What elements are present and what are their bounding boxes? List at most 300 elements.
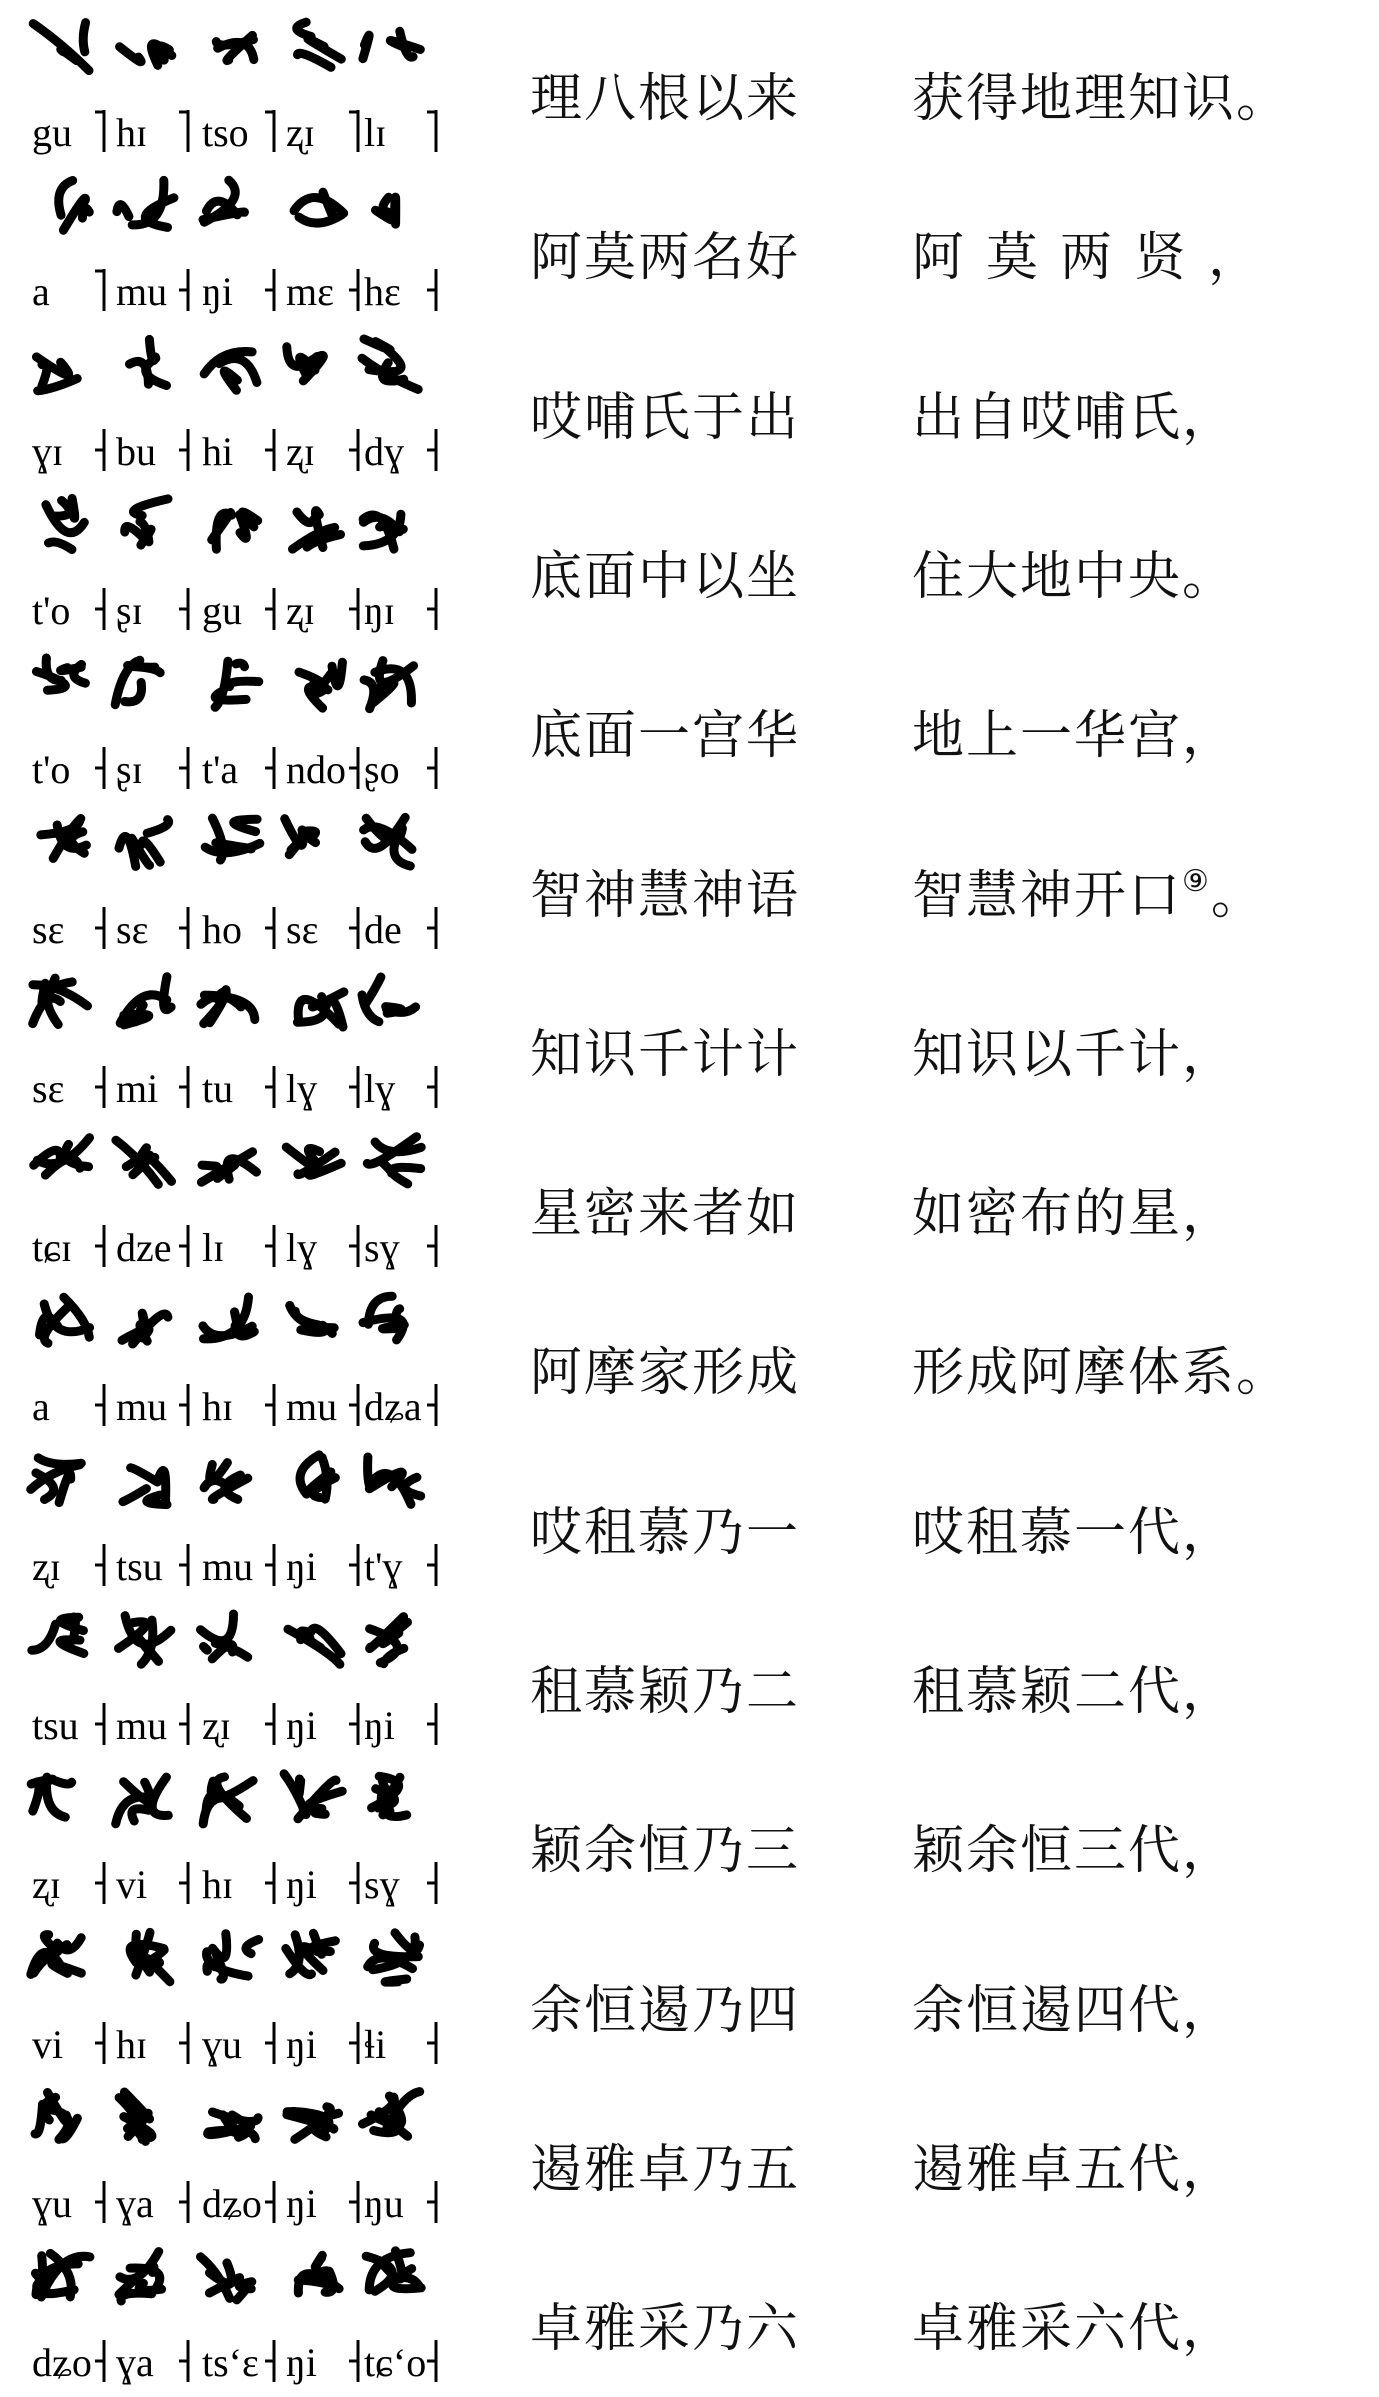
translation-text: 余恒遏四代， [912, 1980, 1237, 2041]
yi-script-line [22, 12, 452, 162]
yi-character-glyph [41, 818, 87, 858]
yi-character-glyph [120, 976, 171, 1024]
tone-mark [427, 588, 436, 630]
yi-script-line [22, 1764, 452, 1914]
verse-row [0, 6, 1379, 165]
romanized-syllable: ɣa [116, 2340, 154, 2386]
yi-glyphs [22, 968, 452, 1118]
verse-row [0, 2077, 1379, 2236]
romanized-syllable: ʐɪ [286, 110, 315, 155]
word-gloss: 租慕颖乃二 [530, 1662, 801, 1722]
tone-mark [265, 1544, 274, 1586]
tone-mark [265, 429, 274, 471]
tone-mark [95, 1225, 104, 1267]
word-gloss: 余恒遏乃四 [530, 1980, 801, 2041]
yi-character-glyph [46, 498, 84, 549]
translation-text: 出自哎哺氏， [912, 387, 1237, 448]
translation-punctuation: 。 [1210, 865, 1265, 926]
tone-mark [265, 907, 274, 949]
tone-mark [349, 269, 358, 311]
romanized-syllable: ŋi [286, 2340, 317, 2386]
romanized-syllable: sɣ [364, 1862, 400, 1908]
yi-character-glyph [204, 1462, 248, 1499]
romanized-syllable: hɪ [202, 1384, 234, 1430]
yi-character-glyph [286, 1933, 336, 1974]
tone-mark [349, 110, 358, 152]
chinese-translation [912, 2286, 1236, 2361]
tone-mark [179, 1384, 188, 1426]
romanized-syllable: hɪ [202, 1862, 234, 1908]
translation-text: 获得地理知识。 [912, 69, 1291, 129]
tone-mark [265, 269, 274, 311]
yi-character-glyph [119, 2092, 152, 2141]
romanized-syllable: a [32, 269, 50, 315]
yi-character-glyph [125, 499, 168, 545]
yi-character-glyph [284, 1774, 342, 1819]
yi-character-glyph [294, 192, 344, 223]
romanized-syllable: ndo [286, 747, 346, 793]
yi-character-glyph [203, 1777, 253, 1824]
chinese-translation [912, 1330, 1290, 1405]
yi-character-glyph [130, 1932, 170, 1981]
yi-glyphs [22, 1764, 452, 1914]
verse-row [0, 1918, 1379, 2077]
yi-glyphs [22, 809, 452, 959]
romanized-syllable: ŋi [286, 1543, 317, 1589]
yi-character-glyph [290, 1306, 335, 1334]
tone-mark [95, 1703, 104, 1745]
yi-character-glyph [201, 1152, 256, 1182]
tone-mark [95, 1544, 104, 1586]
tone-mark [349, 2181, 358, 2223]
translation-text: 哎租慕一代， [912, 1502, 1237, 1563]
yi-character-glyph [31, 1777, 71, 1817]
tone-mark [427, 747, 436, 789]
romanized-syllable: tsu [116, 1543, 163, 1589]
romanized-syllable: ho [202, 906, 242, 952]
word-gloss: 遏雅卓乃五 [530, 2139, 801, 2200]
romanized-syllable: gu [202, 587, 242, 633]
word-gloss: 阿摩家形成 [530, 1343, 801, 1404]
tone-mark [349, 588, 358, 630]
romanized-syllable: dʑa [364, 1384, 422, 1430]
tone-mark [179, 269, 188, 311]
yi-script-line [22, 809, 452, 959]
romanized-syllable: mɛ [286, 269, 334, 315]
romanized-syllable: t'ɣ [364, 1543, 403, 1589]
yi-character-glyph [59, 181, 90, 231]
yi-script-line [22, 171, 452, 321]
yi-character-glyph [372, 1777, 407, 1817]
word-gloss: 底面中以坐 [530, 546, 801, 607]
translation-text: 阿莫两贤， [912, 228, 1283, 289]
verse-row [0, 1280, 1379, 1439]
yi-glyphs [22, 1286, 452, 1436]
tone-mark [349, 907, 358, 949]
yi-character-glyph [362, 339, 418, 389]
tone-mark [427, 2340, 436, 2382]
yi-character-glyph [123, 1467, 167, 1504]
romanized-syllable: ʂɪ [116, 587, 143, 633]
yi-glyphs [22, 1446, 452, 1596]
tone-mark [427, 1225, 436, 1267]
verse-row [0, 1440, 1379, 1599]
tone-mark [179, 429, 188, 471]
tone-mark [349, 1544, 358, 1586]
yi-character-glyph [116, 1777, 169, 1824]
yi-script-line [22, 1924, 452, 2074]
verse-row [0, 325, 1379, 484]
tone-mark [265, 1225, 274, 1267]
tone-mark [179, 110, 188, 152]
yi-glyphs [22, 1605, 452, 1755]
translation-text: 地上一华宫， [912, 706, 1237, 767]
yi-character-glyph [208, 2112, 258, 2139]
tone-mark [349, 747, 358, 789]
romanized-syllable: ŋi [202, 269, 233, 315]
verse-row [0, 1758, 1379, 1917]
yi-character-glyph [33, 978, 88, 1024]
yi-character-glyph [363, 31, 420, 58]
yi-character-glyph [205, 818, 260, 860]
yi-character-glyph [376, 197, 396, 224]
romanized-syllable: mu [286, 1384, 338, 1430]
romanized-syllable: ɣu [32, 2180, 72, 2226]
tone-mark [95, 269, 104, 311]
tone-mark [427, 1544, 436, 1586]
yi-script-line [22, 2242, 452, 2392]
yi-glyphs [22, 2242, 452, 2392]
romanized-syllable: lɪ [364, 110, 387, 155]
romanized-syllable: bu [116, 428, 156, 474]
word-gloss: 智神慧神语 [530, 865, 801, 926]
yi-character-glyph [362, 977, 416, 1022]
tone-mark [95, 588, 104, 630]
yi-character-glyph [203, 1297, 254, 1339]
romanized-syllable: tsu [32, 1703, 79, 1748]
tone-mark [349, 1384, 358, 1426]
tone-mark [349, 1703, 358, 1745]
romanized-syllable: ŋi [364, 1703, 395, 1748]
yi-character-glyph [204, 351, 257, 390]
romanized-syllable: vi [32, 2021, 64, 2067]
yi-glyphs [22, 490, 452, 640]
romanized-syllable: de [364, 906, 402, 952]
tone-mark [265, 2340, 274, 2382]
tone-mark [265, 2181, 274, 2223]
translation-text: 住大地中央。 [912, 546, 1237, 607]
translation-text: 颖余恒三代， [912, 1821, 1237, 1882]
romanized-syllable: t'a [202, 747, 239, 793]
translation-text: 卓雅采六代， [912, 2299, 1237, 2360]
yi-character-glyph [37, 356, 78, 390]
tone-mark [427, 269, 436, 311]
romanized-syllable: ŋu [364, 2180, 404, 2226]
romanized-syllable: tso [202, 110, 249, 155]
tone-mark [349, 429, 358, 471]
tone-mark [95, 1862, 104, 1904]
romanized-syllable: mi [116, 1065, 159, 1111]
tone-mark [427, 1862, 436, 1904]
yi-character-glyph [120, 44, 172, 66]
tone-mark [265, 1384, 274, 1426]
yi-character-glyph [203, 181, 244, 223]
yi-character-glyph [119, 819, 169, 866]
yi-character-glyph [297, 992, 344, 1027]
yi-character-glyph [31, 1458, 82, 1503]
romanized-syllable: vi [116, 1862, 148, 1908]
word-gloss: 哎哺氏于出 [530, 387, 801, 448]
yi-character-glyph [368, 1457, 421, 1504]
tone-mark [265, 110, 274, 152]
romanized-syllable: hɛ [364, 269, 401, 315]
romanized-syllable: dʑo [202, 2180, 262, 2226]
verse-row [0, 962, 1379, 1121]
word-gloss: 底面一宫华 [530, 706, 801, 767]
chinese-translation [912, 1490, 1236, 1565]
tone-mark [179, 1703, 188, 1745]
romanized-syllable: sɛ [286, 906, 319, 952]
romanized-syllable: dɣ [364, 428, 404, 474]
verse-row [0, 803, 1379, 962]
tone-mark [265, 1703, 274, 1745]
tone-mark [179, 1225, 188, 1267]
yi-glyphs [22, 12, 452, 162]
verse-row [0, 165, 1379, 324]
chinese-translation [912, 215, 1282, 290]
tone-mark [179, 907, 188, 949]
tone-mark [95, 907, 104, 949]
word-gloss: 颖余恒乃三 [530, 1821, 801, 1882]
yi-character-glyph [368, 1932, 420, 1981]
romanized-syllable: ʐɪ [286, 428, 315, 474]
yi-character-glyph [115, 660, 160, 704]
romanized-syllable: dze [116, 1225, 172, 1271]
yi-glyphs [22, 331, 452, 481]
yi-character-glyph [216, 35, 254, 60]
word-gloss: 卓雅采乃六 [530, 2299, 801, 2360]
tone-mark [95, 1384, 104, 1426]
romanized-syllable: t'o [32, 587, 71, 633]
verse-row [0, 1599, 1379, 1758]
romanized-syllable: ɣu [202, 2021, 242, 2067]
romanized-syllable: sɣ [364, 1225, 400, 1271]
chinese-translation [912, 1171, 1236, 1246]
romanized-syllable: mu [116, 269, 168, 315]
romanized-syllable: lɣ [364, 1065, 396, 1111]
romanized-syllable: tu [202, 1065, 234, 1111]
tone-mark [427, 429, 436, 471]
tone-mark [427, 1384, 436, 1426]
romanized-syllable: ʐɪ [202, 1703, 231, 1748]
romanized-syllable: tɕʻo [364, 2340, 427, 2386]
yi-script-line [22, 490, 452, 640]
verse-row [0, 484, 1379, 643]
chinese-translation [912, 1808, 1236, 1883]
tone-mark [265, 1862, 274, 1904]
yi-character-glyph [201, 2257, 252, 2300]
yi-character-glyph [364, 817, 412, 866]
romanized-syllable: ŋi [286, 2180, 317, 2226]
yi-character-glyph [215, 661, 259, 707]
yi-script-line [22, 331, 452, 481]
yi-character-glyph [34, 1138, 90, 1175]
tone-mark [95, 429, 104, 471]
romanized-syllable: mu [116, 1703, 168, 1748]
yi-glyphs [22, 2083, 452, 2233]
romanized-syllable: ʂɪ [116, 747, 143, 793]
yi-character-glyph [299, 662, 342, 708]
yi-character-glyph [363, 514, 403, 549]
tone-mark [349, 1862, 358, 1904]
romanized-syllable: ʐɪ [32, 1543, 61, 1589]
tone-mark [179, 1066, 188, 1108]
translation-text: 租慕颖二代， [912, 1662, 1237, 1722]
yi-character-glyph [35, 2254, 90, 2298]
word-gloss: 哎租慕乃一 [530, 1502, 801, 1563]
tone-mark [95, 2181, 104, 2223]
yi-character-glyph [297, 22, 342, 67]
yi-character-glyph [122, 1314, 168, 1345]
tone-mark [95, 1066, 104, 1108]
word-gloss: 知识千计计 [530, 1024, 801, 1085]
yi-glyphs [22, 1127, 452, 1277]
tone-mark [179, 747, 188, 789]
yi-character-glyph [32, 1617, 84, 1654]
yi-character-glyph [201, 989, 255, 1023]
romanized-syllable: lɪ [202, 1225, 225, 1271]
word-gloss: 理八根以来 [530, 69, 801, 129]
translation-text: 遏雅卓五代， [912, 2139, 1237, 2200]
yi-script-line [22, 1127, 452, 1277]
tone-mark [179, 2340, 188, 2382]
tone-mark [427, 2181, 436, 2223]
yi-character-glyph [119, 1616, 171, 1665]
romanized-syllable: ɣa [116, 2180, 154, 2226]
tone-mark [349, 1225, 358, 1267]
yi-character-glyph [363, 1297, 404, 1341]
translation-text: 智慧神开口 [912, 865, 1183, 926]
chinese-translation [912, 1968, 1236, 2043]
romanized-syllable: ŋɪ [364, 587, 395, 633]
tone-mark [179, 1862, 188, 1904]
yi-character-glyph [33, 23, 89, 71]
chinese-translation [912, 1012, 1236, 1087]
romanized-syllable: ʐɪ [32, 1862, 61, 1908]
yi-character-glyph [119, 2252, 162, 2301]
yi-character-glyph [40, 1298, 90, 1344]
tone-mark [265, 588, 274, 630]
yi-character-glyph [287, 2107, 339, 2140]
romanized-syllable: sɛ [32, 906, 65, 952]
yi-character-glyph [286, 1147, 341, 1175]
translation-text: 知识以千计， [912, 1024, 1237, 1085]
yi-script-line [22, 968, 452, 1118]
yi-character-glyph [212, 512, 258, 549]
yi-character-glyph [287, 346, 324, 380]
chinese-translation [912, 853, 1265, 928]
romanized-syllable: mu [116, 1384, 168, 1430]
yi-character-glyph [364, 661, 414, 709]
yi-character-glyph [370, 1617, 408, 1664]
yi-glyphs [22, 649, 452, 799]
chinese-translation [912, 56, 1290, 131]
tone-mark [265, 1066, 274, 1108]
tone-mark [95, 2022, 104, 2064]
footnote-marker: ⑨ [1182, 863, 1211, 899]
romanized-syllable: hi [202, 428, 234, 474]
tone-mark [349, 2022, 358, 2064]
romanized-syllable: ʂo [364, 747, 400, 793]
romanized-syllable: ʐɪ [286, 587, 315, 633]
yi-character-glyph [367, 1137, 421, 1184]
yi-script-line [22, 649, 452, 799]
tone-mark [265, 747, 274, 789]
yi-character-glyph [117, 181, 174, 228]
tone-mark [427, 110, 436, 152]
romanized-syllable: ŋi [286, 1703, 317, 1748]
tone-mark [179, 588, 188, 630]
tone-mark [265, 2022, 274, 2064]
tone-mark [427, 1066, 436, 1108]
romanized-syllable: sɛ [32, 1065, 65, 1111]
yi-character-glyph [285, 818, 316, 854]
yi-character-glyph [36, 658, 85, 690]
yi-glyphs [22, 171, 452, 321]
romanized-syllable: gu [32, 110, 72, 155]
yi-script-line [22, 1605, 452, 1755]
romanized-syllable: hɪ [116, 110, 148, 155]
romanized-syllable: t'o [32, 747, 71, 793]
romanized-syllable: lɣ [286, 1225, 318, 1271]
verse-row [0, 643, 1379, 802]
word-gloss: 阿莫两名好 [530, 228, 801, 289]
tone-mark [179, 2181, 188, 2223]
yi-character-glyph [116, 1140, 172, 1184]
yi-character-glyph [35, 2092, 77, 2139]
verse-row [0, 2236, 1379, 2395]
chinese-translation [912, 693, 1236, 768]
tone-mark [349, 2340, 358, 2382]
romanized-syllable: sɛ [116, 906, 149, 952]
tone-mark [427, 2022, 436, 2064]
romanized-syllable: lɣ [286, 1065, 318, 1111]
romanized-syllable: ɬi [364, 2021, 387, 2067]
chinese-translation [912, 1649, 1236, 1724]
romanized-syllable: ŋi [286, 1862, 317, 1908]
romanized-syllable: ɣɪ [32, 428, 64, 474]
yi-character-glyph [298, 2255, 339, 2293]
yi-character-glyph [366, 2251, 421, 2292]
yi-glyphs [22, 1924, 452, 2074]
chinese-translation [912, 2127, 1236, 2202]
yi-character-glyph [300, 1455, 335, 1499]
tone-mark [349, 1066, 358, 1108]
tone-mark [95, 110, 104, 152]
romanized-syllable: ŋi [286, 2021, 317, 2067]
yi-character-glyph [207, 1933, 259, 1978]
yi-character-glyph [31, 1934, 82, 1974]
yi-script-line [22, 1446, 452, 1596]
romanized-syllable: a [32, 1384, 50, 1430]
tone-mark [179, 1544, 188, 1586]
tone-mark [95, 747, 104, 789]
yi-script-line [22, 2083, 452, 2233]
romanized-syllable: hɪ [116, 2021, 148, 2067]
tone-mark [95, 2340, 104, 2382]
tone-mark [179, 2022, 188, 2064]
translation-text: 如密布的星， [912, 1184, 1237, 1245]
